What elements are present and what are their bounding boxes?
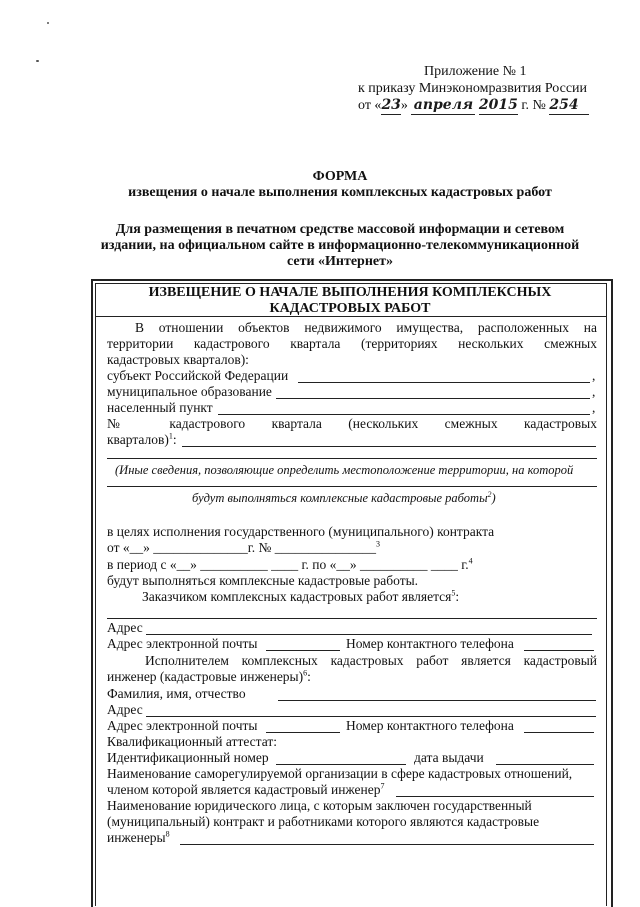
placement-line-1: Для размещения в печатном средстве массовой информации и сетевом bbox=[115, 222, 565, 237]
settlement-label: населенный пункт bbox=[107, 400, 213, 415]
scan-speck bbox=[47, 22, 49, 24]
sro-line1: Наименование саморегулируемой организации в сфере кадастровых отношений, bbox=[107, 766, 573, 781]
contract-line: в целях исполнения государственного (муниципального) контракта bbox=[107, 524, 495, 539]
legal-line1: Наименование юридического лица, с которым заключен государственный bbox=[107, 798, 532, 813]
legal-line3: инженеры$^8$ bbox=[107, 829, 170, 845]
fio-label: Фамилия, имя, отчество bbox=[107, 686, 246, 701]
annex-number: 254 bbox=[549, 97, 589, 115]
p1-line2: территории кадастрового квартала (территориях нескольких смежных bbox=[107, 336, 597, 351]
customer-email-label: Адрес электронной почты bbox=[107, 636, 258, 651]
placement-line-2: издании, на официальном сайте в информационно-телекоммуникационной bbox=[100, 238, 580, 253]
other-info-field-1[interactable] bbox=[107, 458, 597, 459]
annex-year: 2015 bbox=[478, 97, 518, 113]
municipality-field[interactable] bbox=[276, 398, 590, 399]
quarter-no-line2: кварталов)$^1$: bbox=[107, 431, 177, 447]
annex-day: 23 bbox=[381, 97, 401, 113]
sro-field[interactable] bbox=[396, 796, 594, 797]
will-be-line: будут выполняться комплексные кадастровые работы. bbox=[107, 573, 419, 588]
annex-order: к приказу Минэкономразвития России bbox=[358, 81, 588, 96]
legal-field[interactable] bbox=[180, 844, 594, 845]
fio-field[interactable] bbox=[278, 700, 596, 701]
contractor-phone-label: Номер контактного телефона bbox=[346, 718, 514, 733]
quarter-no-line1: № кадастрового квартала (нескольких смежных кадастровых bbox=[107, 416, 597, 431]
issue-date-label: дата выдачи bbox=[414, 750, 484, 765]
customer-line: Заказчиком комплексных кадастровых работ является$^5$: bbox=[142, 588, 460, 604]
other-info-hint-1: (Иные сведения, позволяющие определить местоположение территории, на которой bbox=[115, 463, 574, 477]
municipality-label: муниципальное образование bbox=[107, 384, 272, 399]
form-title: ФОРМА bbox=[312, 169, 368, 184]
form-subtitle: извещения о начале выполнения комплексных кадастровых работ bbox=[128, 185, 552, 200]
p1-line1: В отношении объектов недвижимого имущества, расположенных на bbox=[135, 320, 597, 335]
customer-phone-label: Номер контактного телефона bbox=[346, 636, 514, 651]
contract-from: от «__» ______________г. № _______________$^3$ bbox=[107, 539, 380, 555]
customer-address-field[interactable] bbox=[146, 634, 592, 635]
annex-date-line: от «23» апреля 2015 г. № 254 bbox=[358, 97, 589, 115]
contractor-email-field[interactable] bbox=[266, 732, 340, 733]
legal-line2: (муниципальный) контракт и работниками которого являются кадастровые bbox=[107, 814, 540, 829]
contractor-line2: инженер (кадастровые инженеры)$^6$: bbox=[107, 668, 311, 684]
settlement-field[interactable] bbox=[218, 414, 590, 415]
notice-header: ИЗВЕЩЕНИЕ О НАЧАЛЕ ВЫПОЛНЕНИЯ КОМПЛЕКСНЫХ КАДАСТРОВЫХ РАБОТ bbox=[148, 285, 552, 316]
placement-line-3: сети «Интернет» bbox=[286, 254, 394, 269]
id-number-label: Идентификационный номер bbox=[107, 750, 269, 765]
id-number-field[interactable] bbox=[276, 764, 406, 765]
subject-field[interactable] bbox=[298, 382, 590, 383]
contractor-email-label: Адрес электронной почты bbox=[107, 718, 258, 733]
contractor-line1: Исполнителем комплексных кадастровых работ является кадастровый bbox=[145, 653, 597, 668]
customer-address-label: Адрес bbox=[107, 620, 143, 635]
annex-month: апреля bbox=[411, 97, 475, 115]
contractor-address-label: Адрес bbox=[107, 702, 143, 717]
other-info-hint-2: будут выполняться комплексные кадастровые работы$^2$) bbox=[192, 489, 496, 505]
customer-email-field[interactable] bbox=[266, 650, 340, 651]
contractor-phone-field[interactable] bbox=[524, 732, 594, 733]
annex-title: Приложение № 1 bbox=[424, 64, 527, 79]
annex-block bbox=[358, 63, 589, 115]
subject-label: субъект Российской Федерации bbox=[107, 368, 289, 383]
contractor-address-field[interactable] bbox=[146, 716, 596, 717]
sro-line2: членом которой является кадастровый инженер$^7$ bbox=[107, 781, 385, 797]
period-line: в период с «__» __________ ____ г. по «__» __________ ____ г.$^4$ bbox=[107, 556, 473, 572]
quarter-no-field[interactable] bbox=[182, 446, 596, 447]
customer-phone-field[interactable] bbox=[524, 650, 594, 651]
issue-date-field[interactable] bbox=[496, 764, 594, 765]
p1-line3: кадастровых кварталов): bbox=[107, 352, 249, 367]
other-info-field-2[interactable] bbox=[107, 486, 597, 487]
scan-speck bbox=[36, 60, 39, 62]
header-divider bbox=[96, 316, 606, 317]
customer-field[interactable] bbox=[107, 618, 597, 619]
qualification-label: Квалификационный аттестат: bbox=[107, 734, 278, 749]
